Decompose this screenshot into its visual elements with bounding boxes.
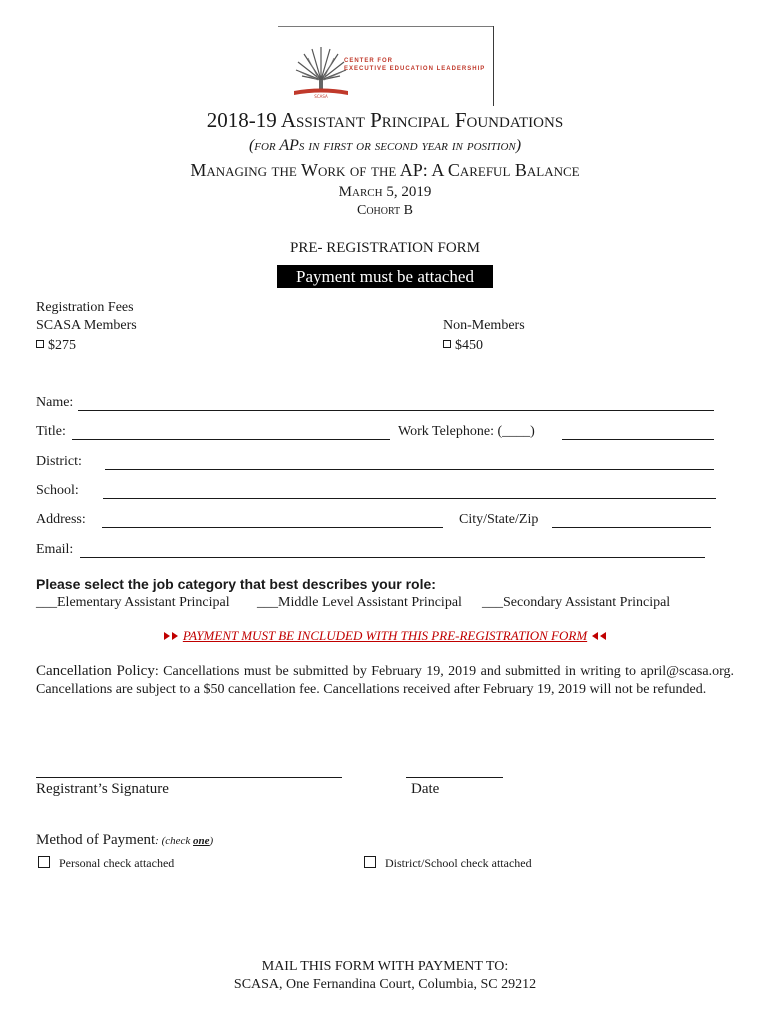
mail-instruction: MAIL THIS FORM WITH PAYMENT TO: <box>261 959 509 974</box>
payment-method-hint-prefix: : (check <box>155 835 194 847</box>
mail-address: SCASA, One Fernandina Court, Columbia, SC 29212 <box>233 977 537 992</box>
job-option-middle[interactable]: ___Middle Level Assistant Principal <box>257 595 462 610</box>
job-option-elementary[interactable]: ___Elementary Assistant Principal <box>36 595 230 610</box>
title-label: Title: <box>36 424 66 439</box>
payment-method-hint-one: one <box>193 835 210 847</box>
nonmembers-block <box>443 317 525 355</box>
logo-line-2: EXECUTIVE EDUCATION LEADERSHIP <box>344 66 486 72</box>
fees-heading: Registration Fees <box>36 300 134 315</box>
nonmembers-checkbox[interactable] <box>443 340 451 348</box>
payment-method-hint-suffix: ) <box>209 835 214 847</box>
district-label: District: <box>36 454 82 469</box>
cancellation-policy <box>36 662 734 699</box>
city-state-zip-field[interactable] <box>552 527 711 528</box>
date-field[interactable] <box>406 777 503 778</box>
logo-top-rule <box>278 26 494 27</box>
members-label: SCASA Members <box>36 318 137 333</box>
members-checkbox[interactable] <box>36 340 44 348</box>
work-phone-field[interactable] <box>562 439 714 440</box>
district-check-checkbox[interactable] <box>364 856 376 868</box>
signature-label: Registrant’s Signature <box>36 781 169 797</box>
address-field[interactable] <box>102 527 443 528</box>
form-title: PRE- REGISTRATION FORM <box>289 240 481 256</box>
email-label: Email: <box>36 542 74 557</box>
arrow-right-icon <box>172 632 178 640</box>
page-subtitle: (for APs in first or second year in position) <box>248 137 522 154</box>
city-state-zip-label: City/State/Zip <box>459 512 539 527</box>
title-field[interactable] <box>72 439 390 440</box>
arrow-left-icon <box>600 632 606 640</box>
cohort-label: Cohort B <box>356 203 414 218</box>
payment-method <box>36 832 213 849</box>
logo-wordmark <box>344 57 485 73</box>
cancellation-text: : Cancellations must be submitted by February 19, 2019 and submitted in writing to april@scasa.org. Cancellations are subject to a $50 cancellation fee. Cancellations received after February 19, 2019 will not be refunded. <box>36 664 734 697</box>
personal-check-checkbox[interactable] <box>38 856 50 868</box>
signature-field[interactable] <box>36 777 342 778</box>
nonmembers-price: $450 <box>455 338 483 353</box>
work-phone-label: Work Telephone: (____) <box>398 424 535 439</box>
page-title: 2018-19 Assistant Principal Foundations <box>206 108 564 132</box>
theme-title: Managing the Work of the AP: A Careful Balance <box>190 160 580 180</box>
date-label: Date <box>411 781 440 797</box>
nonmembers-label: Non-Members <box>443 318 525 333</box>
district-field[interactable] <box>105 469 714 470</box>
payment-notice <box>0 628 770 644</box>
logo-line-1: CENTER FOR <box>344 58 393 64</box>
arrow-left-icon <box>592 632 598 640</box>
payment-notice-text: PAYMENT MUST BE INCLUDED WITH THIS PRE-REGISTRATION FORM <box>182 628 588 643</box>
members-price: $275 <box>48 338 76 353</box>
payment-option-personal[interactable] <box>38 856 174 871</box>
address-label: Address: <box>36 512 86 527</box>
school-field[interactable] <box>103 498 716 499</box>
name-label: Name: <box>36 395 74 410</box>
district-check-label: District/School check attached <box>385 856 532 870</box>
fees-block <box>36 299 137 355</box>
school-label: School: <box>36 483 79 498</box>
event-date: March 5, 2019 <box>338 184 432 200</box>
job-category-prompt: Please select the job category that best describes your role: <box>36 576 436 592</box>
logo-right-rule <box>493 26 494 106</box>
job-option-secondary[interactable]: ___Secondary Assistant Principal <box>482 595 671 610</box>
cancellation-label: Cancellation Policy <box>36 663 155 679</box>
logo <box>278 26 494 106</box>
payment-method-label: Method of Payment <box>36 832 156 848</box>
payment-banner: Payment must be attached <box>277 265 493 288</box>
svg-text:SCASA: SCASA <box>314 94 328 99</box>
name-field[interactable] <box>78 410 714 411</box>
personal-check-label: Personal check attached <box>59 856 175 870</box>
payment-option-district[interactable] <box>364 856 532 871</box>
arrow-right-icon <box>164 632 170 640</box>
email-field[interactable] <box>80 557 705 558</box>
